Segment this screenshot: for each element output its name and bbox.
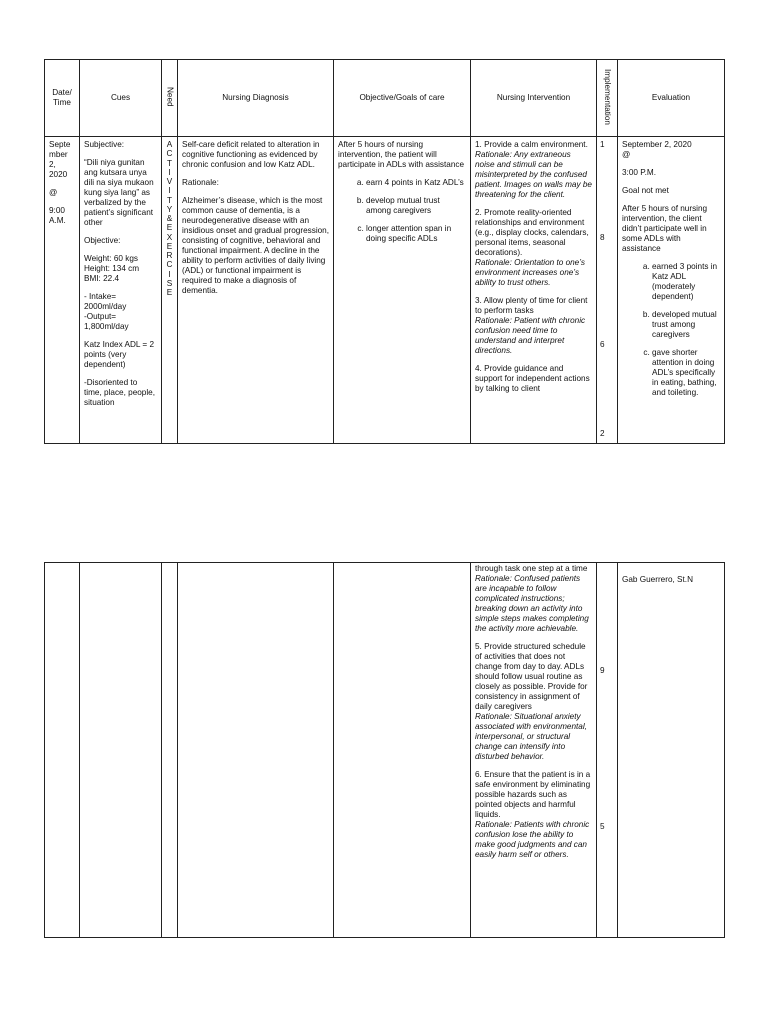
intervention-cell — [471, 137, 597, 444]
evaluation-result: c. gave shorter attention in doing ADL’s specifically in eating, bathing, and toileting. — [652, 348, 720, 398]
implementation-order: 5 — [600, 822, 605, 831]
need-letter: T — [166, 158, 172, 168]
date-line: mber — [49, 150, 68, 159]
need-letter: I — [168, 269, 171, 279]
header-evaluation: Evaluation — [618, 60, 725, 137]
implementation-order: 1 — [600, 140, 605, 149]
nursing-diagnosis-cell-empty — [178, 563, 334, 938]
evaluation-cell-continued — [618, 563, 725, 938]
need-letter: & — [166, 214, 173, 224]
need-letter: I — [168, 186, 171, 196]
header-need-label: Need — [165, 86, 175, 107]
cues-cell-empty — [80, 563, 162, 938]
implementation-cell — [597, 137, 618, 444]
diagnosis-statement: Self-care deficit related to alteration in cognitive functioning as evidenced by chronic confusion and low Katz ADL. — [182, 140, 320, 169]
objective-goal: c. longer attention span in doing specific ADLs — [366, 224, 466, 244]
header-implementation — [597, 60, 618, 137]
time-line: A.M. — [49, 216, 66, 225]
intervention-6: 6. Ensure that the patient is in a safe environment by eliminating possible hazards such as pointed objects and harmful liquids. — [475, 770, 591, 819]
header-cues: Cues — [80, 60, 162, 137]
date-line: 2, — [49, 160, 56, 169]
header-row — [45, 60, 725, 137]
intervention-2: 2. Promote reality-oriented relationships and environment (e.g., display clocks, calendars, personal items, seasonal decorations). — [475, 208, 589, 257]
evaluation-summary: After 5 hours of nursing intervention, the client didn’t participate well in some ADLs with assistance — [622, 204, 708, 253]
need-letter: V — [166, 177, 173, 187]
cues-cell — [80, 137, 162, 444]
need-cell-empty — [162, 563, 178, 938]
evaluator-signature: Gab Guerrero, St.N — [622, 575, 693, 584]
objective-cell — [334, 137, 471, 444]
evaluation-at: @ — [622, 150, 631, 159]
weight-value: Weight: 60 kgs — [84, 254, 139, 263]
intervention-4-continued: through task one step at a time — [475, 564, 588, 573]
need-letter: X — [166, 232, 173, 242]
need-letter: E — [166, 288, 173, 298]
evaluation-result: b. developed mutual trust among caregivers — [652, 310, 720, 340]
diagnosis-rationale-label: Rationale: — [182, 178, 219, 187]
date-at: @ — [49, 188, 58, 197]
header-implementation-label: Implementation — [603, 68, 612, 125]
header-nursing-diagnosis: Nursing Diagnosis — [178, 60, 334, 137]
intake-value: - Intake= 2000ml/day — [84, 292, 127, 311]
objective-label: Objective: — [84, 236, 121, 245]
evaluation-result: a. earned 3 points in Katz ADL (moderately dependent) — [652, 262, 720, 302]
height-value: Height: 134 cm — [84, 264, 140, 273]
katz-index: Katz Index ADL = 2 points (very dependent) — [84, 340, 155, 369]
implementation-order: 8 — [600, 233, 605, 242]
intervention-5-rationale: Rationale: Situational anxiety associated with environmental, interpersonal, or structural change can intensify into disturbed behavior. — [475, 712, 587, 761]
subjective-text: “Dili niya gunitan ang kutsara unya dili na siya mukaon kung siya lang” as verbalized by the patient’s significant other — [84, 158, 154, 227]
need-letter: I — [168, 167, 171, 177]
need-letter: C — [166, 260, 173, 270]
care-plan-row — [45, 137, 725, 444]
intervention-1-rationale: Rationale: Any extraneous noise and stimuli can be misinterpreted by the confused patient. Images on walls may be threatening for the client. — [475, 150, 592, 199]
intervention-2-rationale: Rationale: Orientation to one’s environment increases one’s ability to trust others. — [475, 258, 585, 287]
intervention-4-rationale: Rationale: Confused patients are incapable to follow complicated instructions; breaking down an activity into simple steps makes completing the activity more achievable. — [475, 574, 589, 633]
need-cell — [162, 137, 178, 444]
objective-cell-empty — [334, 563, 471, 938]
implementation-cell-continued — [597, 563, 618, 938]
need-letter: Y — [166, 204, 173, 214]
implementation-order: 9 — [600, 666, 605, 675]
header-objective: Objective/Goals of care — [334, 60, 471, 137]
evaluation-cell — [618, 137, 725, 444]
evaluation-date: September 2, 2020 — [622, 140, 692, 149]
intervention-1: 1. Provide a calm environment. — [475, 140, 588, 149]
header-intervention: Nursing Intervention — [471, 60, 597, 137]
implementation-order: 6 — [600, 340, 605, 349]
intervention-cell-continued — [471, 563, 597, 938]
nursing-diagnosis-cell — [178, 137, 334, 444]
objective-intro: After 5 hours of nursing intervention, the patient will participate in ADLs with assistance — [338, 140, 465, 169]
need-letter: E — [166, 241, 173, 251]
need-letter: T — [166, 195, 172, 205]
subjective-label: Subjective: — [84, 140, 125, 149]
date-line: 2020 — [49, 170, 68, 179]
need-letter: S — [166, 278, 173, 288]
intervention-6-rationale: Rationale: Patients with chronic confusion lose the ability to make good judgments and can easily harm self or others. — [475, 820, 590, 859]
intervention-4: 4. Provide guidance and support for independent actions by talking to client — [475, 364, 590, 393]
output-value: -Output= 1,800ml/day — [84, 312, 129, 331]
time-line: 9:00 — [49, 206, 65, 215]
objective-goals-list — [338, 178, 466, 244]
date-line: Septe — [49, 140, 71, 149]
need-letter: R — [166, 251, 173, 261]
intervention-3-rationale: Rationale: Patient with chronic confusion need time to understand and interpret directions. — [475, 316, 586, 355]
date-time-cell-empty — [45, 563, 80, 938]
evaluation-status: Goal not met — [622, 186, 669, 195]
disoriented-note: -Disoriented to time, place, people, situation — [84, 378, 156, 407]
intervention-3: 3. Allow plenty of time for client to perform tasks — [475, 296, 588, 315]
evaluation-results-list — [622, 262, 720, 398]
need-letter: E — [166, 223, 173, 233]
evaluation-time: 3:00 P.M. — [622, 168, 656, 177]
care-plan-row-continued — [45, 563, 725, 938]
care-plan-table-page-1 — [44, 59, 725, 444]
header-need — [162, 60, 178, 137]
header-date-time: Date/ Time — [45, 60, 80, 137]
date-time-cell — [45, 137, 80, 444]
implementation-order: 2 — [600, 429, 605, 438]
objective-goal: b. develop mutual trust among caregivers — [366, 196, 466, 216]
objective-goal: a. earn 4 points in Katz ADL’s — [366, 178, 466, 188]
diagnosis-rationale-text: Alzheimer’s disease, which is the most common cause of dementia, is a neurodegenerative disease with an insidious onset and gradual progression, consisting of cognitive, behavioral and functional impairment. A decline in the ability to perform activities of daily living (ADL) or functional impairment is required to make a diagnosis of dementia. — [182, 196, 330, 295]
bmi-value: BMI: 22.4 — [84, 274, 120, 283]
need-letter: C — [166, 149, 173, 159]
care-plan-table-page-2 — [44, 562, 725, 938]
intervention-5: 5. Provide structured schedule of activities that does not change from day to day. ADLs should follow usual routine as closely as possible. Provide for consistency in assignment of daily caregivers — [475, 642, 588, 711]
need-letter: A — [166, 140, 173, 149]
